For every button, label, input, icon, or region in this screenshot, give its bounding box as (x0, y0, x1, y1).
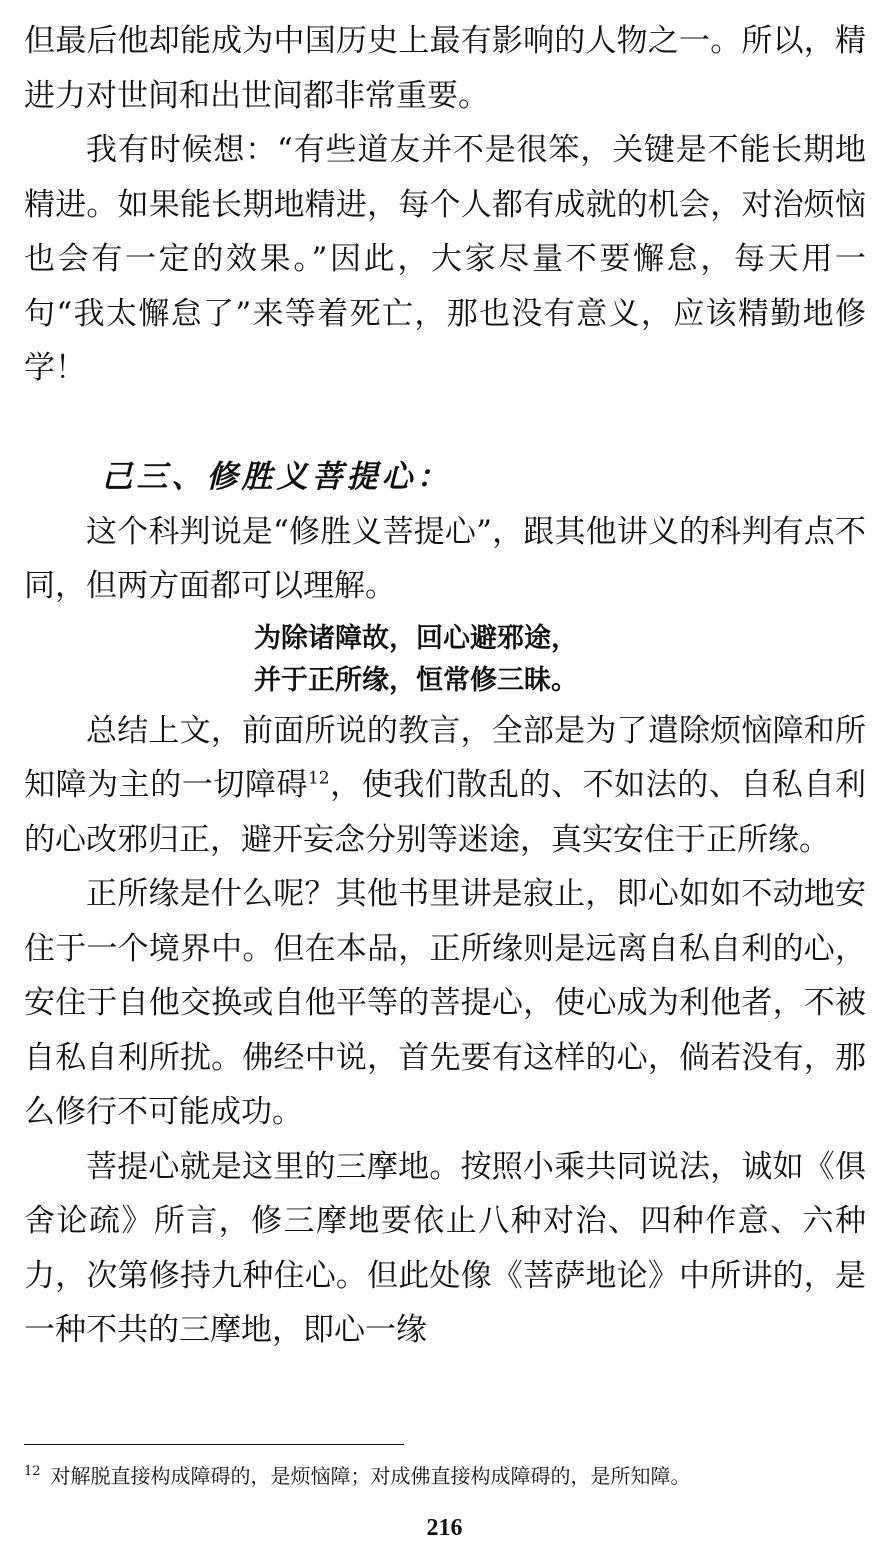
paragraph-5: 正所缘是什么呢？其他书里讲是寂止，即心如如不动地安住于一个境界中。但在本品，正所缘则是远离自私自利的心，安住于自他交换或自他平等的菩提心，使心成为利他者，不被自私自利所扰。佛经中说，首先要有这样的心，倘若没有，那么修行不可能成功。 (24, 876, 866, 1130)
paragraph-2: 我有时候想：“有些道友并不是很笨，关键是不能长期地精进。如果能长期地精进，每个人都有成就的机会，对治烦恼也会有一定的效果。”因此，大家尽量不要懈怠，每天用一句“我太懈怠了”来等着死亡，那也没有意义，应该精勤地修学！ (24, 132, 866, 386)
page-number: 216 (426, 1515, 463, 1541)
blank-line (24, 396, 866, 451)
verse-block (24, 618, 866, 702)
footnote-text: 对解脱直接构成障碍的，是烦恼障；对成佛直接构成障碍的，是所知障。 (50, 1464, 691, 1488)
main-text (24, 14, 866, 1358)
paragraph-3: 这个科判说是“修胜义菩提心”，跟其他讲义的科判有点不同，但两方面都可以理解。 (24, 513, 866, 604)
verse-line-2: 并于正所缘，恒常修三昧。 (254, 664, 578, 696)
paragraph-6: 菩提心就是这里的三摩地。按照小乘共同说法，诚如《俱舍论疏》所言，修三摩地要依止八种对治、四种作意、六种力，次第修持九种住心。但此处像《菩萨地论》中所讲的，是一种不共的三摩地，即心一缘 (24, 1148, 866, 1348)
paragraph-4 (24, 704, 866, 868)
paragraph-1: 但最后他却能成为中国历史上最有影响的人物之一。所以，精进力对世间和出世间都非常重要。 (24, 23, 866, 114)
footnote-marker: 12 (24, 1464, 41, 1480)
paragraph-4-text-before: 总结上文，前面所说的教言，全部是为了遣除烦恼障和所知障为主的一切障碍 (24, 712, 866, 803)
section-heading: 己三、修胜义菩提心： (101, 459, 452, 495)
verse-line-1: 为除诸障故，回心避邪途， (254, 622, 578, 654)
footnote-reference[interactable]: 12 (307, 768, 330, 789)
paragraph-4-text-after: ，使我们散乱的、不如法的、自私自利的心改邪归正，避开妄念分别等迷途，真实安住于正所缘。 (24, 767, 867, 858)
footnote-divider (24, 1444, 404, 1445)
footnote (24, 1462, 866, 1490)
